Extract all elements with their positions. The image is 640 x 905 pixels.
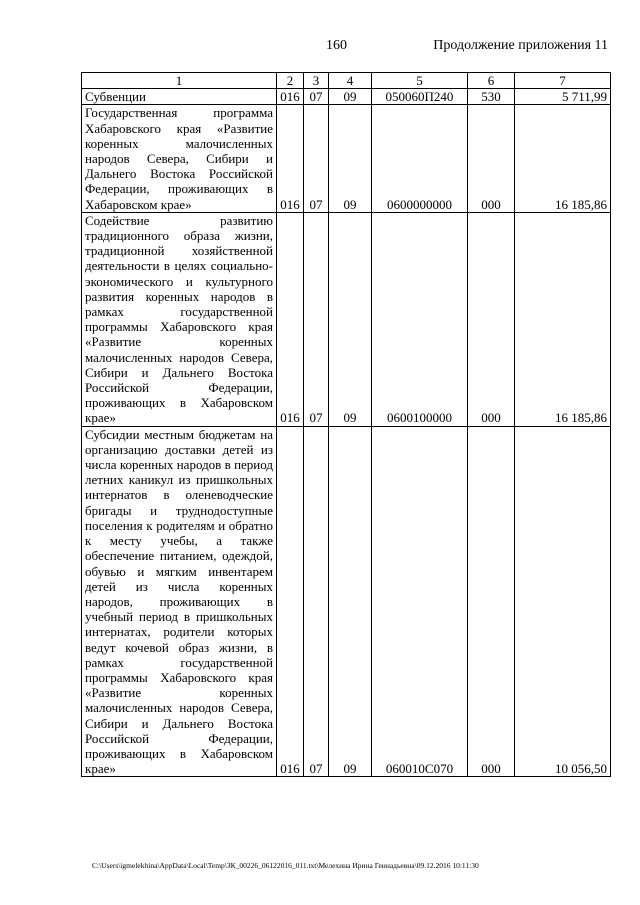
row-subsection-code: 09 (329, 426, 372, 777)
budget-table (81, 72, 611, 777)
column-header: 5 (372, 73, 468, 89)
row-section-code: 07 (304, 105, 329, 212)
row-name: Содействие развитию традиционного образа жизни, традиционной хозяйственной деятельности в целях социально-экономического и культурного развития коренных народов в рамках государственной программы Хабаровского края «Развитие коренных малочисленных народов Севера, Сибири и Дальнего Востока Российской Федерации, проживающих в Хабаровском крае» (82, 212, 277, 426)
row-expense-type: 000 (468, 105, 515, 212)
row-section-code: 07 (304, 426, 329, 777)
row-ministry-code: 016 (277, 426, 304, 777)
row-amount: 16 185,86 (515, 212, 611, 426)
column-header: 2 (277, 73, 304, 89)
row-target-code: 050060П240 (372, 89, 468, 105)
row-target-code: 060010С070 (372, 426, 468, 777)
table-header-row (82, 73, 611, 89)
column-header: 4 (329, 73, 372, 89)
row-subsection-code: 09 (329, 212, 372, 426)
row-name: Государственная программа Хабаровского края «Развитие коренных малочисленных народов Севера, Сибири и Дальнего Востока Российской Федерации, проживающих в Хабаровском крае» (82, 105, 277, 212)
table-row (82, 426, 611, 777)
column-header: 1 (82, 73, 277, 89)
row-expense-type: 530 (468, 89, 515, 105)
column-header: 7 (515, 73, 611, 89)
row-amount: 10 056,50 (515, 426, 611, 777)
footer-file-path: C:\Users\igmelekhina\AppData\Local\Temp\ЗК_00226_06122016_011.txt\Мелехина Ирина Геннадьевна\09.12.2016 10:11:30 (92, 861, 479, 870)
table-row (82, 89, 611, 105)
row-expense-type: 000 (468, 426, 515, 777)
row-ministry-code: 016 (277, 212, 304, 426)
table-row (82, 105, 611, 212)
row-name: Субсидии местным бюджетам на организацию доставки детей из числа коренных народов в период летних каникул из пришкольных интернатов в оленеводческие бригады и труднодоступные поселения к родителям и обратно к месту учебы, а также обеспечение питанием, одеждой, обувью и мягким инвентарем детей из числа коренных народов, проживающих в учебный период в пришкольных интернатах, родители которых ведут кочевой образ жизни, в рамках государственной программы Хабаровского края «Развитие коренных малочисленных народов Севера, Сибири и Дальнего Востока Российской Федерации, проживающих в Хабаровском крае» (82, 426, 277, 777)
row-ministry-code: 016 (277, 105, 304, 212)
row-subsection-code: 09 (329, 89, 372, 105)
table-row (82, 212, 611, 426)
row-expense-type: 000 (468, 212, 515, 426)
column-header: 3 (304, 73, 329, 89)
row-amount: 16 185,86 (515, 105, 611, 212)
page-number: 160 (326, 38, 347, 53)
column-header: 6 (468, 73, 515, 89)
row-amount: 5 711,99 (515, 89, 611, 105)
row-target-code: 0600000000 (372, 105, 468, 212)
row-subsection-code: 09 (329, 105, 372, 212)
row-section-code: 07 (304, 89, 329, 105)
row-section-code: 07 (304, 212, 329, 426)
continuation-label: Продолжение приложения 11 (433, 38, 608, 53)
row-target-code: 0600100000 (372, 212, 468, 426)
row-name: Субвенции (82, 89, 277, 105)
row-ministry-code: 016 (277, 89, 304, 105)
